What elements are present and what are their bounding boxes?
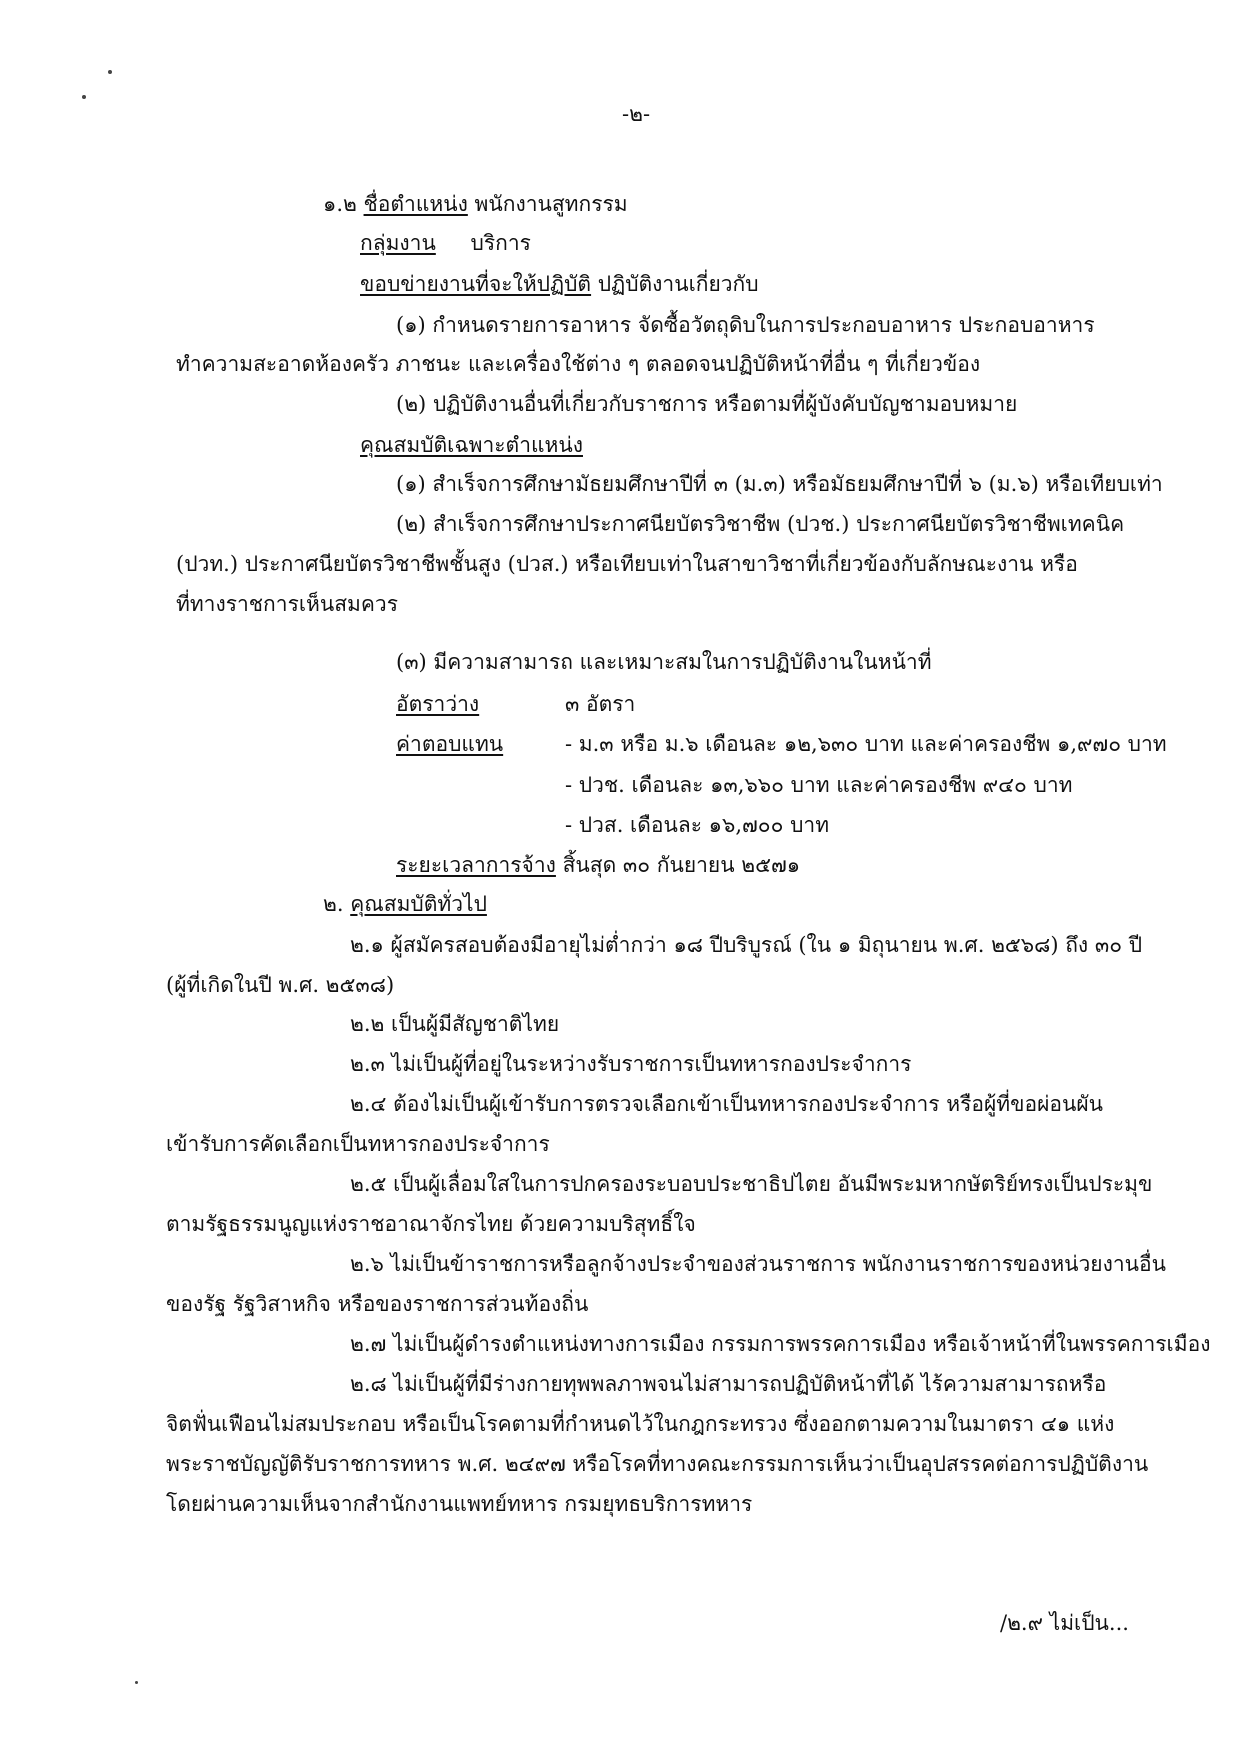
scope-value: ปฏิบัติงานเกี่ยวกับ [597,272,759,296]
item-2-8-line-2: จิตฟั่นเฟือนไม่สมประกอบ หรือเป็นโรคตามที่กำหนดไว้ในกฎกระทรวง ซึ่งออกตามความในมาตรา ๔๑ แห่ง [166,1412,1115,1436]
period-value: สิ้นสุด ๓๐ กันยายน ๒๕๗๑ [562,853,801,877]
pay-label: ค่าตอบแทน [396,732,504,756]
qualification-2-line-1: (๒) สำเร็จการศึกษาประกาศนียบัตรวิชาชีพ (ปวช.) ประกาศนียบัตรวิชาชีพเทคนิค [396,512,1125,536]
period-line [396,851,800,879]
page-number: -๒- [622,102,651,126]
qualification-heading: คุณสมบัติเฉพาะตำแหน่ง [360,433,583,457]
item-2-1-line-1: ๒.๑ ผู้สมัครสอบต้องมีอายุไม่ต่ำกว่า ๑๘ ปีบริบูรณ์ (ใน ๑ มิถุนายน พ.ศ. ๒๕๖๘) ถึง ๓๐ ปี [350,933,1143,957]
pay-rate-3: - ปวส. เดือนละ ๑๖,๗๐๐ บาท [565,813,830,837]
scope-label: ขอบข่ายงานที่จะให้ปฏิบัติ [360,272,592,296]
pay-rate-2: - ปวช. เดือนละ ๑๓,๖๖๐ บาท และค่าครองชีพ ๙๔๐ บาท [565,773,1073,797]
qualification-1: (๑) สำเร็จการศึกษามัธยมศึกษาปีที่ ๓ (ม.๓) หรือมัธยมศึกษาปีที่ ๖ (ม.๖) หรือเทียบเท่า [396,472,1163,496]
scan-speck [135,1681,138,1684]
item-2-6-line-1: ๒.๖ ไม่เป็นข้าราชการหรือลูกจ้างประจำของส่วนราชการ พนักงานราชการของหน่วยงานอื่น [350,1252,1166,1276]
item-2-8-line-3: พระราชบัญญัติรับราชการทหาร พ.ศ. ๒๔๙๗ หรือโรคที่ทางคณะกรรมการเห็นว่าเป็นอุปสรรคต่อการปฏิบัติงาน [166,1452,1149,1476]
group-value: บริการ [470,231,531,255]
position-label: ชื่อตำแหน่ง [363,192,468,216]
scan-speck [108,70,112,74]
item-2-5-line-2: ตามรัฐธรรมนูญแห่งราชอาณาจักรไทย ด้วยความบริสุทธิ์ใจ [166,1212,696,1236]
duty-1-line-2: ทำความสะอาดห้องครัว ภาชนะ และเครื่องใช้ต่าง ๆ ตลอดจนปฏิบัติหน้าที่อื่น ๆ ที่เกี่ยวข้อง [176,352,981,376]
group-label: กลุ่มงาน [360,231,436,255]
pay-rate-1: - ม.๓ หรือ ม.๖ เดือนละ ๑๒,๖๓๐ บาท และค่าครองชีพ ๑,๙๗๐ บาท [565,732,1167,756]
duty-1-line-1: (๑) กำหนดรายการอาหาร จัดซื้อวัตถุดิบในการประกอบอาหาร ประกอบอาหาร [396,313,1095,337]
group-line [360,229,531,257]
item-2-8-line-1: ๒.๘ ไม่เป็นผู้ที่มีร่างกายทุพพลภาพจนไม่สามารถปฏิบัติหน้าที่ได้ ไร้ความสามารถหรือ [350,1372,1107,1396]
section-number: ๑.๒ [323,192,357,216]
item-2-5-line-1: ๒.๕ เป็นผู้เลื่อมใสในการปกครองระบอบประชาธิปไตย อันมีพระมหากษัตริย์ทรงเป็นประมุข [350,1172,1153,1196]
item-2-4-line-1: ๒.๔ ต้องไม่เป็นผู้เข้ารับการตรวจเลือกเข้าเป็นทหารกองประจำการ หรือผู้ที่ขอผ่อนผัน [350,1092,1104,1116]
qualification-3: (๓) มีความสามารถ และเหมาะสมในการปฏิบัติงานในหน้าที่ [396,650,932,674]
period-label: ระยะเวลาการจ้าง [396,853,556,877]
continuation-marker: /๒.๙ ไม่เป็น... [1000,1611,1129,1635]
general-qualification-heading: คุณสมบัติทั่วไป [350,892,487,916]
item-2-3: ๒.๓ ไม่เป็นผู้ที่อยู่ในระหว่างรับราชการเป็นทหารกองประจำการ [350,1052,912,1076]
item-2-7: ๒.๗ ไม่เป็นผู้ดำรงตำแหน่งทางการเมือง กรรมการพรรคการเมือง หรือเจ้าหน้าที่ในพรรคการเมือง [350,1332,1211,1356]
position-line [323,190,628,218]
vacancy-label: อัตราว่าง [396,692,480,716]
scan-speck [82,95,86,99]
position-value: พนักงานสูทกรรม [474,192,628,216]
scope-line [360,270,759,298]
item-2-8-line-4: โดยผ่านความเห็นจากสำนักงานแพทย์ทหาร กรมยุทธบริการทหาร [166,1492,753,1516]
item-2-1-line-2: (ผู้ที่เกิดในปี พ.ศ. ๒๕๓๘) [166,973,395,997]
general-heading-line [323,890,487,918]
duty-2: (๒) ปฏิบัติงานอื่นที่เกี่ยวกับราชการ หรือตามที่ผู้บังคับบัญชามอบหมาย [396,392,1018,416]
section-number: ๒. [323,892,344,916]
item-2-4-line-2: เข้ารับการคัดเลือกเป็นทหารกองประจำการ [166,1132,550,1156]
qualification-2-line-2: (ปวท.) ประกาศนียบัตรวิชาชีพชั้นสูง (ปวส.) หรือเทียบเท่าในสาขาวิชาที่เกี่ยวข้องกับลักษณะงาน หรือ [176,552,1078,576]
item-2-2: ๒.๒ เป็นผู้มีสัญชาติไทย [350,1012,560,1036]
vacancy-value: ๓ อัตรา [565,692,636,716]
qualification-2-line-3: ที่ทางราชการเห็นสมควร [176,592,398,616]
item-2-6-line-2: ของรัฐ รัฐวิสาหกิจ หรือของราชการส่วนท้องถิ่น [166,1292,589,1316]
